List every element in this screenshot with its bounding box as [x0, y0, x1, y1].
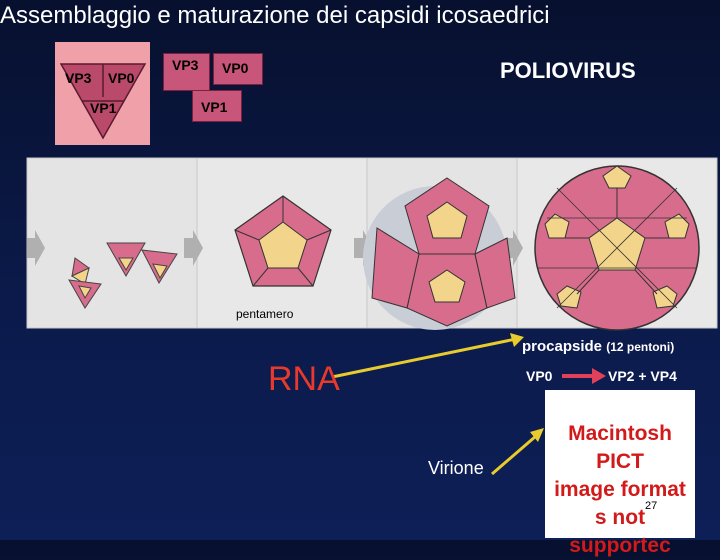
vp0-subunit: VP0	[213, 53, 263, 85]
procapsid-text: procapside	[522, 338, 603, 355]
missing-image-placeholder	[545, 390, 695, 557]
cleavage-from: VP0	[526, 368, 553, 384]
virion-arrow	[488, 420, 552, 480]
cleavage-to: VP2 + VP4	[608, 368, 677, 384]
missing-image-line-3: s not supportec	[569, 506, 671, 557]
missing-image-line-1: Macintosh PICT	[568, 422, 672, 473]
page-number: 27	[645, 500, 658, 512]
pentamer-label: pentamero	[236, 307, 294, 321]
cleavage-arrow	[560, 366, 610, 386]
legend-panel	[55, 42, 150, 145]
page-title: Assemblaggio e maturazione dei capsidi icosaedrici	[0, 2, 550, 29]
rna-arrow	[330, 325, 540, 385]
legend-vp1-label: VP1	[90, 100, 117, 116]
rna-label: RNA	[268, 360, 340, 398]
assembly-illustration	[27, 158, 717, 328]
legend-triangle	[55, 42, 150, 145]
vp3-subunit: VP3	[163, 53, 210, 91]
virus-name: POLIOVIRUS	[500, 58, 636, 83]
legend-vp3-label: VP3	[65, 70, 92, 86]
virion-label: Virione	[428, 458, 484, 478]
assembly-image-strip	[27, 158, 717, 328]
legend-vp0-label: VP0	[108, 70, 135, 86]
missing-image-line-2: image format	[554, 478, 686, 501]
procapsid-label	[522, 338, 674, 355]
procapsid-note: (12 pentoni)	[606, 340, 675, 354]
vp1-subunit: VP1	[192, 90, 242, 122]
